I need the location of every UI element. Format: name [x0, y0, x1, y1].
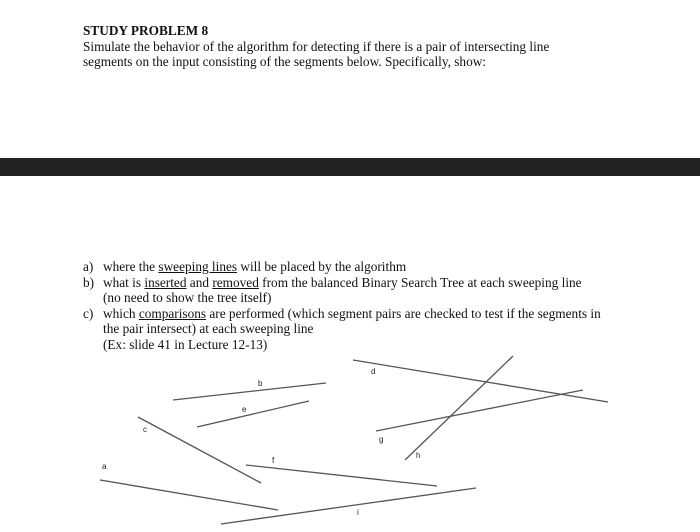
- segment-label-a: a: [102, 462, 107, 471]
- problem-description-line1: Simulate the behavior of the algorithm for detecting if there is a pair of intersecting line: [83, 38, 550, 54]
- segment-f: [246, 465, 437, 486]
- text: from the balanced Binary Search Tree at each sweeping line: [258, 274, 582, 290]
- segment-b: [173, 383, 326, 400]
- segment-a: [100, 480, 278, 510]
- task-label: c): [83, 305, 94, 321]
- segment-g: [376, 390, 583, 431]
- underlined-term: removed: [212, 274, 259, 290]
- segment-label-d: d: [371, 367, 376, 376]
- text: the pair intersect) at each sweeping line: [103, 321, 314, 336]
- task-label: a): [83, 259, 94, 274]
- segment-label-e: e: [242, 405, 247, 414]
- problem-description-line2: segments on the input consisting of the segments below. Specifically, show:: [83, 54, 487, 69]
- segment-label-b: b: [258, 379, 263, 388]
- segment-label-f: f: [272, 456, 275, 465]
- segment-label-i: i: [357, 508, 359, 517]
- underlined-term: sweeping lines: [158, 259, 238, 274]
- task-label: b): [83, 274, 95, 290]
- text: (Ex: slide 41 in Lecture 12-13): [103, 336, 268, 352]
- segment-d: [353, 360, 608, 402]
- text: and: [186, 274, 213, 290]
- text: which: [103, 305, 139, 321]
- text: will be placed by the algorithm: [237, 259, 407, 274]
- segment-label-g: g: [379, 435, 384, 444]
- text: (no need to show the tree itself): [103, 290, 272, 305]
- segment-e: [197, 401, 309, 427]
- segment-label-c: c: [143, 425, 147, 434]
- text: where the: [103, 259, 159, 274]
- underlined-term: comparisons: [138, 305, 207, 321]
- underlined-term: inserted: [144, 274, 187, 290]
- text: what is: [103, 274, 145, 290]
- problem-title: STUDY PROBLEM 8: [83, 23, 209, 38]
- segment-label-h: h: [416, 451, 421, 460]
- segment-i: [221, 488, 476, 524]
- text: are performed (which segment pairs are checked to test if the segments in: [206, 305, 601, 321]
